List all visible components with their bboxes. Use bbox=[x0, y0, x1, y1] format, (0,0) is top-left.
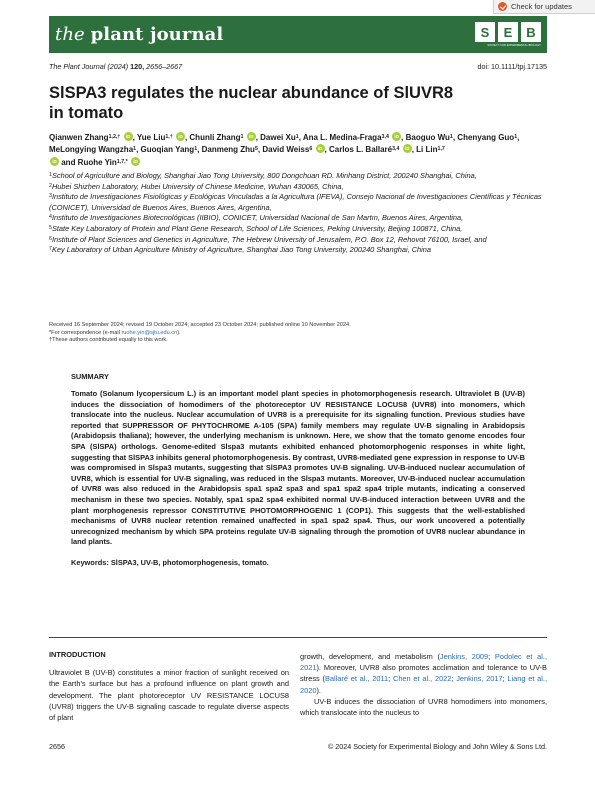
author[interactable]: Ana L. Medina-Fraga$^{3,4}$ bbox=[302, 133, 389, 142]
page-footer bbox=[49, 742, 547, 751]
check-updates-icon bbox=[498, 2, 507, 11]
author[interactable]: Qianwen Zhang$^{1,2,\dagger}$ bbox=[49, 133, 121, 142]
citation-pages: 2656–2667 bbox=[146, 62, 183, 71]
citation-year: (2024) bbox=[107, 62, 129, 71]
reference-link[interactable]: Ballaré et al., 2011 bbox=[324, 674, 389, 684]
intro-heading: INTRODUCTION bbox=[49, 650, 106, 659]
seb-letter: E bbox=[498, 22, 518, 42]
orcid-icon[interactable] bbox=[316, 144, 325, 153]
reference-link[interactable]: Podolec et al., 2021 bbox=[300, 652, 548, 673]
reference-link[interactable]: Chen et al., 2022 bbox=[392, 674, 452, 684]
author[interactable]: Baoguo Wu$^1$ bbox=[405, 133, 453, 142]
author[interactable]: Guoqian Yang$^1$ bbox=[140, 145, 198, 155]
reference-link[interactable]: Liang et al., 2020 bbox=[300, 674, 548, 695]
intro-left-column bbox=[49, 649, 289, 723]
page-number: 2656 bbox=[49, 742, 65, 751]
author[interactable]: Chunli Zhang$^1$ bbox=[189, 133, 244, 142]
check-updates-label: Check for updates bbox=[511, 2, 572, 11]
author[interactable]: MeLongying Wangzha$^1$ bbox=[49, 145, 137, 155]
seb-tagline: SOCIETY FOR EXPERIMENTAL BIOLOGY bbox=[487, 44, 541, 47]
check-for-updates-badge[interactable] bbox=[493, 0, 595, 14]
orcid-icon[interactable] bbox=[50, 157, 59, 166]
affiliations bbox=[49, 171, 547, 256]
intro-paragraph: Ultraviolet B (UV-B) constitutes a minor fraction of sunlight received on the Earth's surface but has a profound influence on plant growth and development. The plant photoreceptor UV RESISTANCE LOCUS8 (UVR8) triggers the UV-B signaling cascade to regulate diverse aspects of plant bbox=[49, 668, 289, 723]
author[interactable]: Li Lin$^{1,7}$ bbox=[416, 145, 445, 155]
doi[interactable]: doi: 10.1111/tpj.17135 bbox=[477, 62, 547, 71]
seb-letter: B bbox=[521, 22, 541, 42]
affiliation: $^2$Hubei Shizhen Laboratory, Hubei University of Chinese Medicine, Wuhan 430065, China, bbox=[49, 181, 344, 191]
citation bbox=[49, 62, 182, 71]
citation-line bbox=[49, 62, 547, 71]
intro-paragraph: growth, development, and metabolism (Jenkins, 2009; Podolec et al., 2021). Moreover, UVR8 also promotes acclimation and tolerance to UV-B stress (Ballaré et al., 2011; Chen et al., 2022; Jenkins, 2017; Liang et al., 2020). bbox=[300, 652, 548, 695]
orcid-icon[interactable] bbox=[131, 157, 140, 166]
orcid-icon[interactable] bbox=[392, 132, 401, 141]
author-list: Qianwen Zhang$^{1,2,\dagger}$ iD , Yue Liu$^{1,\dagger}$ iD , Chunli Zhang$^1$ iD , Dawei Xu$^1$, Ana L. Medina-Fraga$^{3,4}$ iD , Baoguo Wu$^1$, Chenyang Guo$^1$, MeLongying Wangzha$^1$, Guoqian Yang$^1$, Danmeng Zhu$^5$, David Weiss$^6$ iD , Carlos L. Ballaré$^{3,4}$ iD , Li Lin$^{1,7}$ iD and Ruohe Yin$^{1,7,*}$ iD bbox=[49, 132, 547, 169]
journal-logo bbox=[55, 24, 223, 45]
citation-journal: The Plant Journal bbox=[49, 62, 106, 71]
affiliation: $^5$State Key Laboratory of Protein and Plant Gene Research, School of Life Sciences, Peking University, Beijing 100871, China, bbox=[49, 223, 463, 233]
correspondence: *For correspondence (e-mail ruohe.yin@sjtu.edu.cn). bbox=[49, 329, 181, 336]
title-line-2: in tomato bbox=[49, 104, 124, 122]
affiliation: $^3$Instituto de Investigaciones Fisiológicas y Ecológicas Vinculadas a la Agricultura (IFEVA), Consejo Nacional de Investigaciones Científicas y Técnicas (CONICET), Universidad de Buenos Aires, Buenos Aires, Argentina, bbox=[49, 192, 542, 212]
summary-heading: SUMMARY bbox=[71, 372, 109, 381]
orcid-icon[interactable] bbox=[124, 132, 133, 141]
citation-volume: 120, bbox=[130, 62, 145, 71]
seb-logo bbox=[475, 22, 541, 47]
journal-name: plant journal bbox=[90, 24, 224, 45]
intro-right-column bbox=[300, 651, 547, 718]
author[interactable]: David Weiss$^6$ bbox=[262, 145, 313, 155]
equal-contribution-note: †These authors contributed equally to this work. bbox=[49, 337, 168, 344]
seb-letter: S bbox=[475, 22, 495, 42]
author[interactable]: Dawei Xu$^1$ bbox=[260, 133, 299, 142]
summary-section bbox=[71, 372, 525, 567]
received-dates: Received 16 September 2024; revised 19 October 2024; accepted 23 October 2024; published online 10 November 2024. bbox=[49, 322, 351, 328]
author[interactable]: Chenyang Guo$^1$ bbox=[457, 133, 518, 142]
article-history bbox=[49, 322, 547, 345]
reference-link[interactable]: Jenkins, 2017 bbox=[456, 674, 503, 684]
orcid-icon[interactable] bbox=[176, 132, 185, 141]
orcid-icon[interactable] bbox=[247, 132, 256, 141]
affiliation: $^1$School of Agriculture and Biology, Shanghai Jiao Tong University, 800 Dongchuan RD. Minhang District, 200240 Shanghai, China, bbox=[49, 171, 477, 180]
copyright: © 2024 Society for Experimental Biology and John Wiley & Sons Ltd. bbox=[327, 742, 547, 751]
divider bbox=[49, 637, 547, 638]
journal-banner bbox=[49, 16, 547, 53]
journal-prefix: the bbox=[55, 24, 85, 45]
orcid-icon[interactable] bbox=[403, 144, 412, 153]
affiliation: $^6$Institute of Plant Sciences and Genetics in Agriculture, The Hebrew University of Jerusalem, P.O. Box 12, Rehovot 76100, Israel, and bbox=[49, 234, 487, 244]
keywords: Keywords: SlSPA3, UV-B, photomorphogenesis, tomato. bbox=[71, 557, 269, 567]
title-line-1: SlSPA3 regulates the nuclear abundance of SlUVR8 bbox=[49, 84, 454, 102]
affiliation: $^4$Instituto de Investigaciones Biotecnológicas (IIBIO), CONICET, Universidad Nacional de San Martın, Buenos Aires, Argentina, bbox=[49, 213, 464, 223]
author[interactable]: and Ruohe Yin$^{1,7,*}$ bbox=[61, 157, 128, 167]
author[interactable]: Danmeng Zhu$^5$ bbox=[201, 145, 258, 155]
author[interactable]: Yue Liu$^{1,\dagger}$ bbox=[136, 133, 173, 142]
summary-text: Tomato (Solanum lycopersicum L.) is an important model plant species in photomorphogenesis research. Ultraviolet B (UV-B) induces the dissociation of homodimers of the photoreceptor UV RESISTANCE LOCUS8 (UVR8) into monomers, which translocate into the nucleus. Nuclear accumulation of UVR8 is a prerequisite for its signaling function. Previous studies have reported that SUPPRESSOR OF PHYTOCHROME A-105 (SPA) family members may regulate UV-B signaling in Arabidopsis (Arabidopsis thaliana); however, the underlying mechanism is unknown. Here, we show that the tomato genome encodes four SPA (SlSPA) orthologs. Genome-edited Slspa3 mutants exhibited enhanced photomorphogenic responses in white light, suggesting that SlSPA3 inhibits general photomorphogenesis. By contrast, UVR8-mediated gene expression in response to UV-B was compromised in Slspa3 mutants, suggesting that SlSPA3 promotes UV-B signaling. UV-B-induced nuclear accumulation of UVR8, which is essential for UV-B signaling, was reduced in the Slspa3 mutants. Moreover, UV-B-induced nuclear accumulation of UVR8 was also reduced in the Arabidopsis spa1 spa2 spa3 and spa1 spa2 spa4 triple mutants, indicating a conserved mechanism in these two species. Notably, spa1 spa2 spa4 exhibited normal UV-B-induced interaction between UVR8 and the plant morphogenesis repressor CONSTITUTIVE PHOTOMORPHOGENIC 1 (COP1). This suggests that the well-established mechanisms of UVR8 nuclear retention remained unaffected in spa1 spa2 spa4. Thus, our work uncovered a potentially unrecognized mechanism by which SPA proteins regulate UV-B signaling through the promotion of UVR8 nuclear abundance in land plants. bbox=[71, 389, 525, 547]
intro-paragraph: UV-B induces the dissociation of UVR8 homodimers into monomers, which translocate into the nucleus to bbox=[300, 696, 547, 718]
affiliation: $^7$Key Laboratory of Urban Agriculture Ministry of Agriculture, Shanghai Jiao Tong University, 200240 Shanghai, China bbox=[49, 245, 431, 255]
paper-title bbox=[49, 83, 547, 123]
author[interactable]: Carlos L. Ballaré$^{3,4}$ bbox=[328, 145, 400, 155]
email-link[interactable]: ruohe.yin@sjtu.edu.cn bbox=[121, 329, 178, 336]
reference-link[interactable]: Jenkins, 2009 bbox=[439, 652, 489, 661]
